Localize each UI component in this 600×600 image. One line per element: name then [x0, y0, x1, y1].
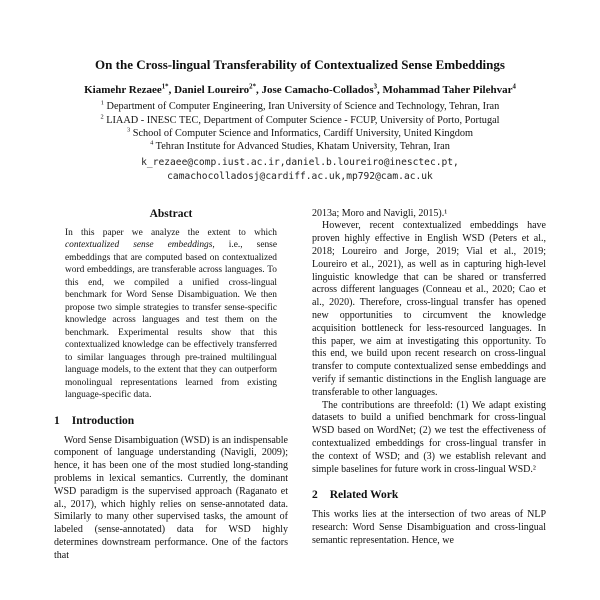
section-title: Related Work [329, 489, 399, 502]
abstract-text-post: , i.e., sense embeddings that are computed based on contextualized word embeddings, are transferable across languages. To this end, we compiled a unified cross-lingual benchmark for Word Sense Disambiguation. We then propose two simple strategies to transfer sense-specific knowledge across languages and test them on the benchmark. Experimental results show that this contextualized knowledge can be effectively transferred to similar languages through pre-trained multilingual language models, to the extent that they can outperform monolingual representations learned from existing language-specific data. [65, 240, 277, 401]
author-line [54, 84, 546, 96]
section-number: 1 [54, 414, 60, 427]
affiliation-superscript: 2 [100, 113, 104, 121]
affiliation-superscript: 3 [126, 126, 131, 134]
author-separator: , [168, 84, 175, 97]
author-superscript: 2* [249, 83, 256, 91]
affiliation-text: LIAAD - INESC TEC, Department of Computer Science - FCUP, University of Porto, Portugal [103, 114, 500, 126]
continuation-paragraph: 2013a; Moro and Navigli, 2015).¹ [312, 207, 448, 219]
right-column [312, 208, 546, 563]
affiliation-line [54, 114, 546, 127]
affiliation-line [54, 127, 546, 140]
section-title: Introduction [71, 414, 135, 427]
section-heading-related-work [312, 489, 546, 501]
abstract-section [54, 208, 288, 402]
author-name: Daniel Loureiro [174, 84, 250, 97]
author [174, 84, 261, 96]
contributions-paragraph: The contributions are threefold: (1) We adapt existing datasets to build a unified benchmark for cross-lingual WSD based on WordNet; (2) we test the effectiveness of contextualized embeddings for cross-lingual transfer in the context of WSD; and (3) we establish relevant and simple baselines for future work in cross-lingual WSD.² [312, 399, 546, 475]
affiliation-text: Department of Computer Engineering, Iran University of Science and Technology, Tehran, Iran [103, 101, 500, 113]
section-heading-introduction [54, 415, 288, 427]
email-line: k_rezaee@comp.iust.ac.ir,daniel.b.loureiro@inesctec.pt, [141, 156, 459, 168]
author-separator: , [377, 84, 383, 97]
however-paragraph: However, recent contextualized embeddings have proven highly effective in English WSD (Peters et al., 2018; Loureiro and Jorge, 2019; Vial et al., 2019; Loureiro et al., 2021), as well as in capturing high-level linguistic knowledge that can be shared or transferred across different languages (Conneau et al., 2020; Cao et al., 2020). Therefore, cross-lingual transfer has opened new opportunities to circumvent the knowledge acquisition bottleneck for less-resourced languages. In this paper, we aim at investigating this opportunity. To this end, we build upon recent research on cross-lingual transfer to compute contextualized sense embeddings and verify if semantic distinctions in the English language are transferable to other languages. [312, 220, 546, 398]
author [261, 84, 382, 96]
affiliation-block [54, 100, 546, 154]
author [383, 84, 516, 96]
email-block [54, 156, 546, 184]
section-number: 2 [312, 489, 318, 502]
affiliation-text: School of Computer Science and Informatics, Cardiff University, United Kingdom [130, 128, 474, 139]
affiliation-text: Tehran Institute for Advanced Studies, Khatam University, Tehran, Iran [153, 141, 450, 153]
author [84, 84, 174, 96]
author-superscript: 1* [161, 83, 169, 91]
intro-paragraph: Word Sense Disambiguation (WSD) is an indispensable component of language understanding (Navigli, 2009); hence, it has been one of the most studied long-standing problems in lexical semantics. Currently, the dominant WSD paradigm is the supervised approach (Raganato et al., 2017), which highly relies on sense-annotated data. Similarly to many other supervised tasks, the amount of labeled (sense-annotated) data for WSD highly determines downstream performance. One of the factors that [54, 434, 288, 561]
author-superscript: 4 [512, 83, 516, 91]
author-separator: , [255, 84, 262, 97]
affiliation-superscript: 1 [100, 99, 104, 107]
related-work-paragraph: This works lies at the intersection of two areas of NLP research: Word Sense Disambiguation and cross-lingual semantic representation. Hence, we [312, 509, 546, 546]
affiliation-line [54, 140, 546, 153]
email-line: camachocolladosj@cardiff.ac.uk,mp792@cam.ac.uk [167, 170, 433, 182]
abstract-text-italic: contextualized sense embeddings [65, 240, 213, 251]
left-column [54, 208, 288, 563]
affiliation-superscript: 4 [150, 139, 154, 147]
author-superscript: 3 [373, 83, 378, 91]
two-column-body [54, 208, 546, 563]
affiliation-line [54, 100, 546, 113]
abstract-text-pre: In this paper we analyze the extent to which [65, 227, 277, 238]
author-name: Jose Camacho-Collados [261, 84, 374, 97]
author-name: Mohammad Taher Pilehvar [382, 84, 513, 97]
abstract-body [54, 227, 288, 402]
paper-title: On the Cross-lingual Transferability of Contextualized Sense Embeddings [95, 57, 505, 72]
author-name: Kiamehr Rezaee [84, 84, 162, 97]
abstract-heading: Abstract [149, 207, 193, 220]
